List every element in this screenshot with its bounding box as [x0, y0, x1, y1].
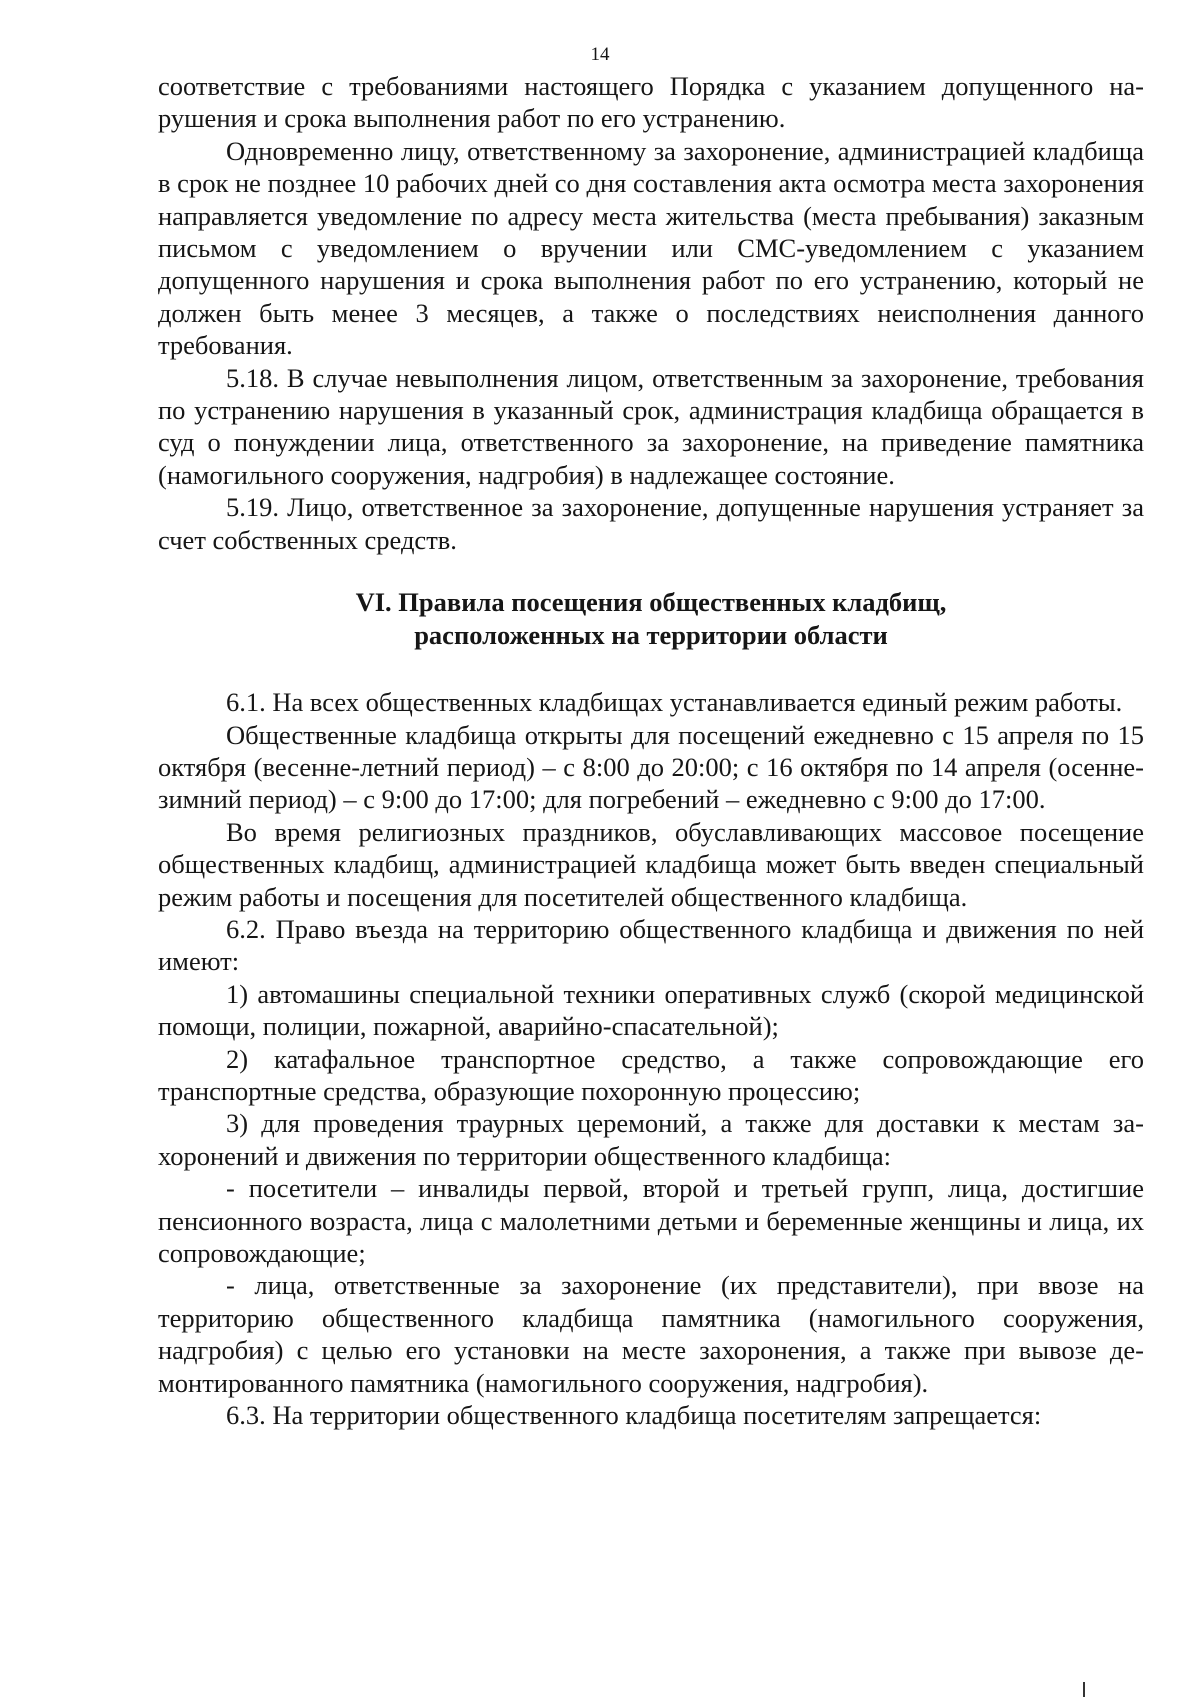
paragraph-6-3: 6.3. На территории общественного кладбища посетителям запрещается: — [226, 1400, 1042, 1431]
section-heading-line-2: расположенных на территории области — [414, 620, 888, 651]
sub-item-visitors: - посетители – инвалиды первой, второй и третьей групп, лица, достигшие пенсионного возраста, лица с малолетними детьми и беременные женщины и лица, их сопровождающие; — [158, 1173, 1144, 1268]
paragraph-6-1: 6.1. На всех общественных кладбищах устанавливается единый режим работы. — [226, 687, 1123, 718]
paragraph-5-19: 5.19. Лицо, ответственное за захоронение, допущенные нарушения устраняет за счет собственных средств. — [158, 492, 1144, 555]
section-heading-line-1: VI. Правила посещения общественных кладбищ, — [355, 587, 947, 618]
paragraph-continuation: соответствие с требованиями настоящего Порядка с указанием допущенного нарушения и срока выполнения работ по его устранению. — [158, 71, 1144, 134]
list-item-3: 3) для проведения траурных церемоний, а также для доставки к местам захоронений и движения по территории общественного кладбища: — [158, 1108, 1144, 1171]
list-item-2: 2) катафальное транспортное средство, а также сопровождающие его транспортные средства, образующие похоронную процессию; — [158, 1043, 1144, 1106]
paragraph-6-2: 6.2. Право въезда на территорию общественного кладбища и движения по ней имеют: — [158, 913, 1144, 977]
sub-item-responsible-persons: - лица, ответственные за захоронение (их представители), при ввозе на территорию общественного кладбища памятника (намогильного сооружения, надгробия) с целью его установки на месте захоронения, а также при вывозе демонтированного памятника (намогильного сооружения, надгробия). — [158, 1270, 1144, 1398]
scan-margin-mark — [1083, 1682, 1085, 1697]
list-item-1: 1) автомашины специальной техники оперативных служб (скорой медицинской помощи, полиции, пожарной, аварийно-спасательной); — [158, 978, 1144, 1042]
paragraph-religious-holidays: Во время религиозных праздников, обуславливающих массовое посещение общественных кладбищ, администрацией кладбища может быть введен специальный режим работы и посещения для посетителей общественного кладбища. — [158, 816, 1144, 912]
section-heading — [158, 586, 1144, 652]
paragraph-5-18: 5.18. В случае невыполнения лицом, ответственным за захоронение, требования по устранению нарушения в указанный срок, администрация кладбища обращается в суд о понуждении лица, ответственного за захоронение, на приведение памятника (намогильного сооружения, надгробия) в надлежащее состояние. — [158, 362, 1144, 490]
paragraph-notification: Одновременно лицу, ответственному за захоронение, администрацией кладбища в срок не позднее 10 рабочих дней со дня составления акта осмотра места захоронения направляется уведомление по адресу места жительства (места пребывания) заказным письмом с уведомлением о вручении или СМС-уведомлением с указанием допущенного нарушения и срока выполнения работ по его устранению, который не должен быть менее 3 месяцев, а также о последствиях неисполнения данного требования. — [158, 135, 1144, 361]
document-body — [158, 70, 1144, 1431]
page-number: 14 — [590, 44, 610, 65]
paragraph-opening-hours: Общественные кладбища открыты для посещений ежедневно с 15 апреля по 15 октября (весенне-летний период) – с 8:00 до 20:00; с 16 октября по 14 апреля (осенне-зимний период) – с 9:00 до 17:00; для погребений – ежедневно с 9:00 до 17:00. — [158, 719, 1144, 815]
